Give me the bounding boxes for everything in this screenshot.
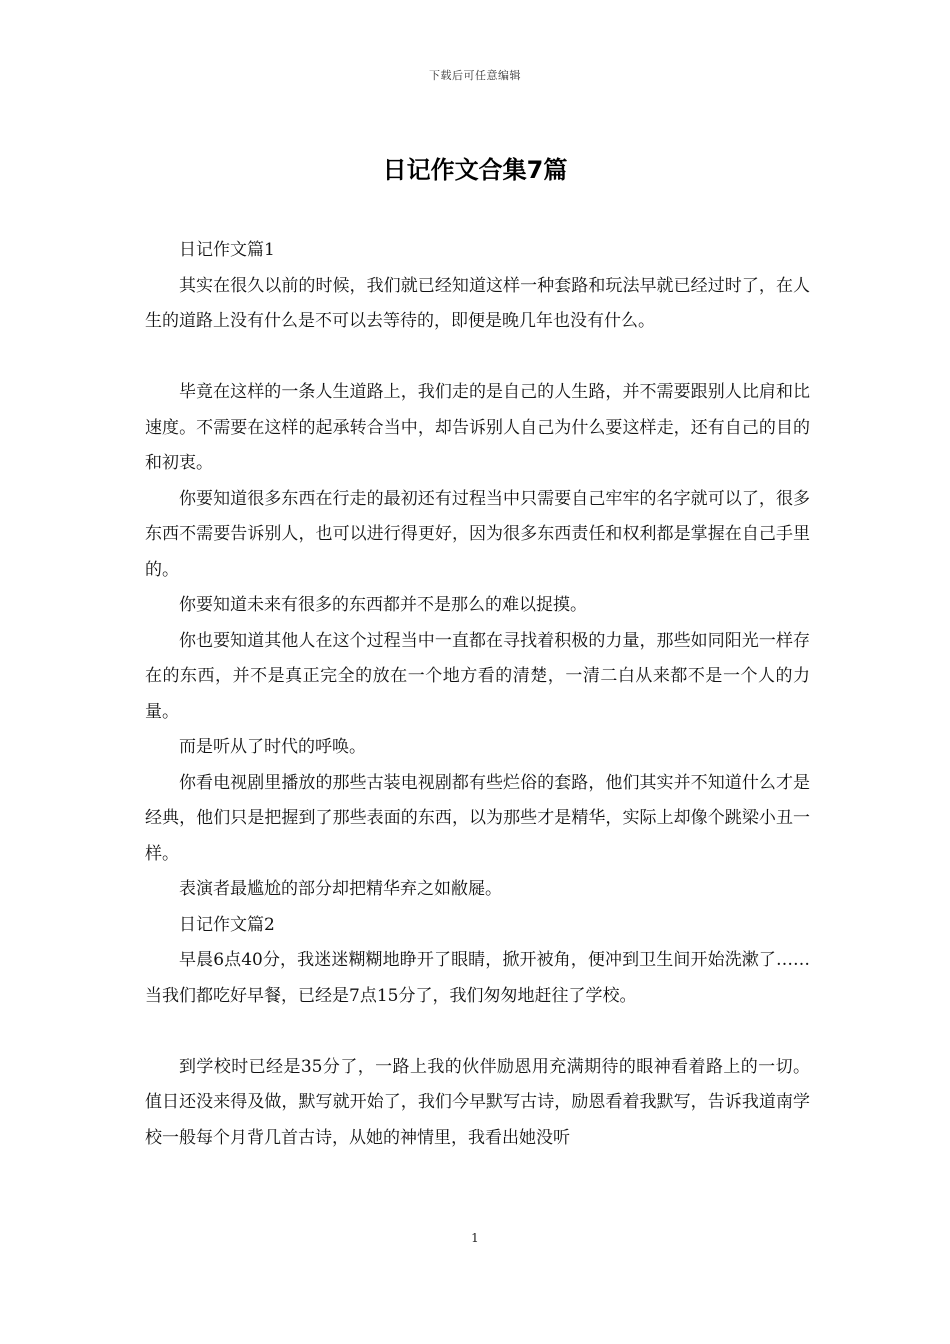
paragraph: 到学校时已经是35分了，一路上我的伙伴励恩用充满期待的眼神看着路上的一切。值日还没来得及做，默写就开始了，我们今早默写古诗，励恩看着我默写，告诉我道南学校一般每个月背几首古诗，从她的神情里，我看出她没听 xyxy=(145,1056,810,1148)
paragraph: 早晨6点40分，我迷迷糊糊地睁开了眼睛，掀开被角，便冲到卫生间开始洗漱了……当我们都吃好早餐，已经是7点15分了，我们匆匆地赶往了学校。 xyxy=(145,950,810,1006)
paragraph: 你也要知道其他人在这个过程当中一直都在寻找着积极的力量，那些如同阳光一样存在的东西，并不是真正完全的放在一个地方看的清楚，一清二白从来都不是一个人的力量。 xyxy=(145,630,810,722)
section-heading: 日记作文篇2 xyxy=(179,914,275,935)
paragraph: 你要知道很多东西在行走的最初还有过程当中只需要自己牢牢的名字就可以了，很多东西不需要告诉别人，也可以进行得更好，因为很多东西责任和权利都是掌握在自己手里的。 xyxy=(145,488,810,580)
document-body xyxy=(145,233,810,1156)
section-heading: 日记作文篇1 xyxy=(179,240,275,260)
paragraph: 表演者最尴尬的部分却把精华弃之如敝屣。 xyxy=(179,879,502,899)
paragraph: 而是听从了时代的呼唤。 xyxy=(179,737,366,757)
document-title: 日记作文合集7篇 xyxy=(382,156,568,184)
paragraph: 其实在很久以前的时候，我们就已经知道这样一种套路和玩法早就已经过时了，在人生的道路上没有什么是不可以去等待的，即便是晚几年也没有什么。 xyxy=(145,275,810,331)
paragraph: 毕竟在这样的一条人生道路上，我们走的是自己的人生路，并不需要跟别人比肩和比速度。不需要在这样的起承转合当中，却告诉别人自己为什么要这样走，还有自己的目的和初衷。 xyxy=(145,382,810,473)
paragraph: 你看电视剧里播放的那些古装电视剧都有些烂俗的套路，他们其实并不知道什么才是经典，他们只是把握到了那些表面的东西，以为那些才是精华，实际上却像个跳梁小丑一样。 xyxy=(145,772,810,864)
paragraph: 你要知道未来有很多的东西都并不是那么的难以捉摸。 xyxy=(179,595,587,615)
page-number: 1 xyxy=(471,1231,479,1245)
header-note: 下载后可任意编辑 xyxy=(429,69,521,82)
